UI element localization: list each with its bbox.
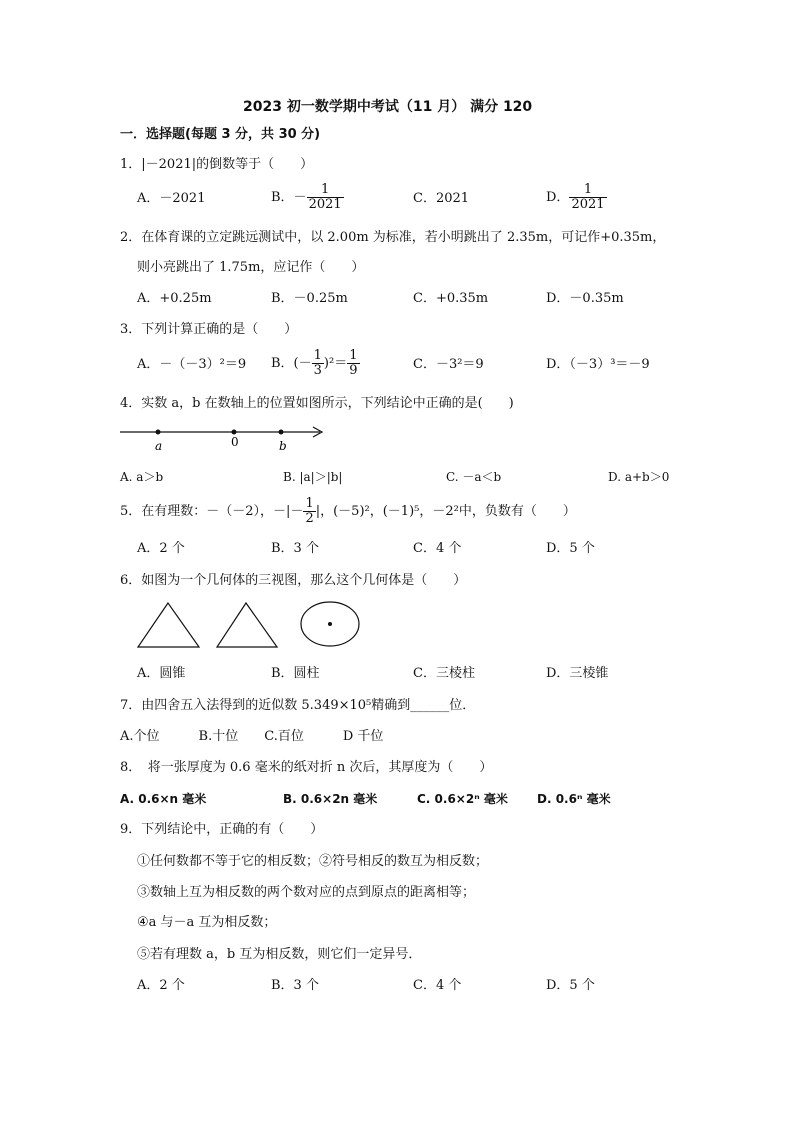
- q3-option-b: B．(－ $\frac{1}{3}$ )²＝ $\frac{1}{9}$: [271, 348, 358, 378]
- q2-stem-line2: 则小亮跳出了 1.75m，应记作（ ）: [137, 260, 365, 275]
- q8-option-b: B. 0.6×2n 毫米: [283, 792, 378, 806]
- q8-option-a: A. 0.6×n 毫米: [120, 792, 207, 806]
- q1-b-fraction: $\frac{1}{2021}$: [308, 182, 342, 212]
- q5-stem: 5．在有理数：－（－2），－|－ $\frac{1}{2}$ |，(－5)²，(－1)⁵，－2²中，负数有（ ）: [120, 496, 576, 526]
- q6-option-c: C．三棱柱: [413, 666, 475, 681]
- top-view-center-dot: [328, 622, 332, 626]
- q9-statement-1-2: ①任何数都不等于它的相反数；②符号相反的数互为相反数；: [137, 854, 489, 869]
- q4-option-b: B. |a|＞|b|: [283, 470, 343, 484]
- q5-option-c: C．4 个: [413, 541, 462, 556]
- q6-option-b: B．圆柱: [271, 666, 320, 681]
- q9-stem: 9．下列结论中，正确的有（ ）: [120, 822, 324, 837]
- label-0: 0: [231, 435, 239, 449]
- q9-option-b: B．3 个: [271, 978, 319, 993]
- front-view-triangle: [138, 603, 199, 647]
- q8-stem: 8． 将一张厚度为 0.6 毫米的纸对折 n 次后，其厚度为（ ）: [120, 760, 493, 775]
- q3-b-fraction-2: $\frac{1}{9}$: [349, 348, 358, 378]
- q9-option-c: C．4 个: [413, 978, 462, 993]
- label-b: b: [279, 439, 287, 453]
- q1-d-fraction: $\frac{1}{2021}$: [571, 182, 605, 212]
- q1-option-b: B．－ $\frac{1}{2021}$: [271, 182, 342, 212]
- point-0: [232, 430, 237, 435]
- q6-option-d: D．三棱锥: [546, 666, 609, 681]
- label-a: a: [155, 439, 163, 453]
- q5-fraction: $\frac{1}{2}$: [305, 496, 314, 526]
- q6-option-a: A．圆锥: [137, 666, 186, 681]
- q9-option-a: A．2 个: [137, 978, 185, 993]
- q1-option-a: A．－2021: [137, 191, 206, 206]
- q3-option-c: C．－3²＝9: [413, 357, 484, 372]
- q4-stem: 4．实数 a，b 在数轴上的位置如图所示，下列结论中正确的是( ): [120, 396, 514, 411]
- q2-option-c: C．+0.35m: [413, 291, 489, 306]
- q8-option-c: C. 0.6×2ⁿ 毫米: [417, 792, 508, 806]
- q5-option-b: B．3 个: [271, 541, 319, 556]
- point-b: [279, 430, 284, 435]
- q2-option-d: D．－0.35m: [546, 291, 624, 306]
- q9-statement-3: ③数轴上互为相反数的两个数对应的点到原点的距离相等；: [137, 885, 476, 900]
- page-title: 2023 初一数学期中考试（11 月） 满分 120: [243, 99, 533, 115]
- q2-option-a: A．+0.25m: [137, 291, 212, 306]
- q1-stem: 1．|－2021|的倒数等于（ ）: [120, 157, 314, 172]
- q3-stem: 3．下列计算正确的是（ ）: [120, 322, 298, 337]
- q4-option-c: C. －a＜b: [446, 470, 502, 484]
- q7-stem: 7．由四舍五入法得到的近似数 5.349×10⁵精确到______位．: [120, 698, 476, 713]
- q3-option-a: A．－（－3）²＝9: [137, 357, 247, 372]
- q3-option-d: D．（－3）³＝－9: [546, 357, 650, 372]
- q3-b-fraction-1: $\frac{1}{3}$: [313, 348, 322, 378]
- side-view-triangle: [217, 603, 277, 647]
- point-a: [156, 430, 161, 435]
- q8-option-d: D. 0.6ⁿ 毫米: [537, 792, 611, 806]
- q9-statement-4: ④a 与－a 互为相反数；: [137, 915, 277, 930]
- three-view-figure: [130, 600, 370, 656]
- q9-option-d: D．5 个: [546, 978, 595, 993]
- q9-statement-5: ⑤若有理数 a，b 互为相反数，则它们一定异号．: [137, 947, 422, 962]
- q5-option-a: A．2 个: [137, 541, 185, 556]
- q1-option-d: D． $\frac{1}{2021}$: [546, 182, 605, 212]
- q5-option-d: D．5 个: [546, 541, 595, 556]
- number-line-figure: [115, 420, 335, 456]
- q4-option-a: A. a＞b: [120, 470, 164, 484]
- q2-option-b: B．－0.25m: [271, 291, 348, 306]
- q4-option-d: D. a+b＞0: [608, 470, 670, 484]
- q2-stem-line1: 2．在体育课的立定跳远测试中，以 2.00m 为标准，若小明跳出了 2.35m，可记作+0.35m，: [120, 230, 666, 245]
- q7-options: A.个位 B.十位 C.百位 D 千位: [120, 729, 384, 744]
- q1-option-c: C．2021: [413, 191, 470, 206]
- section-heading: 一．选择题(每题 3 分，共 30 分): [120, 127, 321, 142]
- q6-stem: 6．如图为一个几何体的三视图，那么这个几何体是（ ）: [120, 573, 467, 588]
